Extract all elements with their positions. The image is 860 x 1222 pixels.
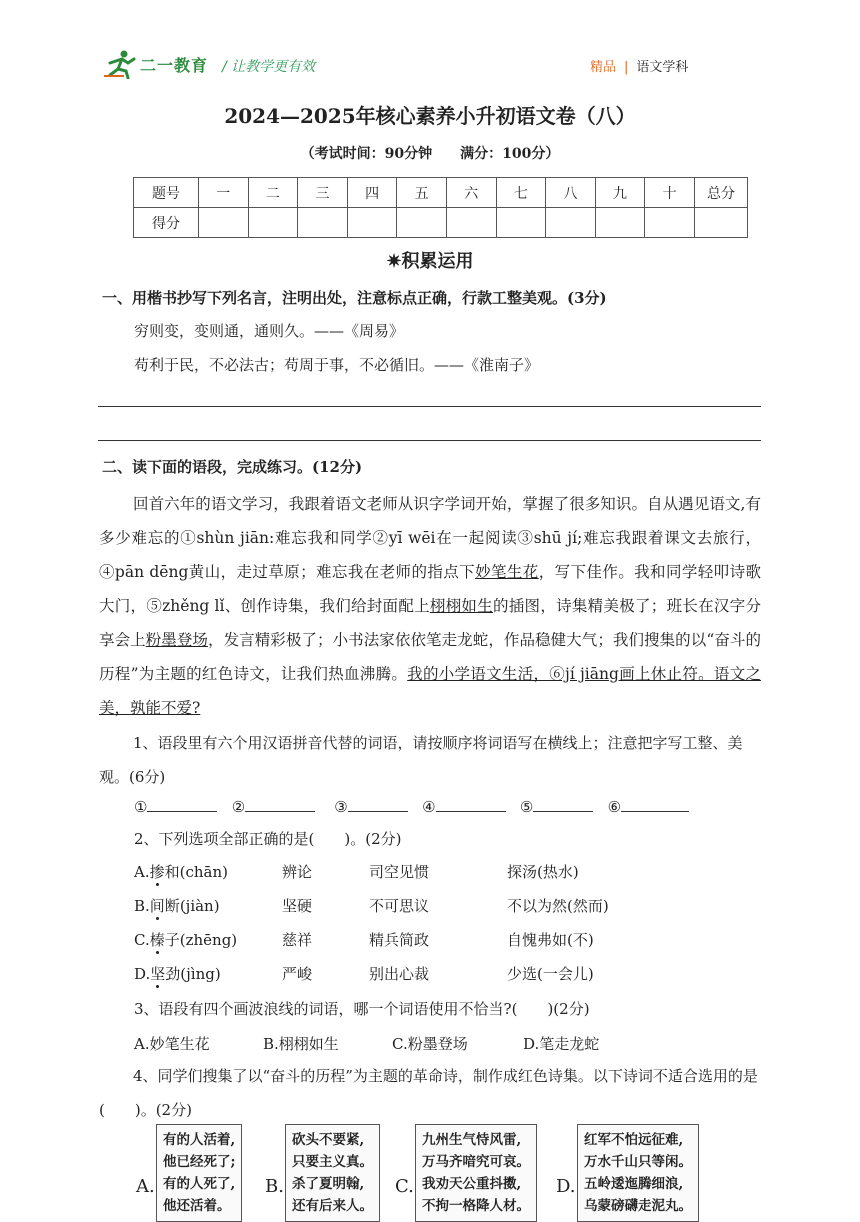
dotted-char: 间	[149, 897, 165, 915]
option-word: 精兵简政	[369, 931, 430, 949]
table-cell: 十	[645, 178, 695, 208]
poem-line: 乌蒙磅礴走泥丸。	[584, 1198, 692, 1214]
score-input-cell[interactable]	[347, 208, 397, 238]
answer-blank[interactable]	[436, 795, 506, 812]
blank-label: ④	[422, 798, 436, 816]
underlined-word: 粉墨登场	[145, 631, 209, 649]
option-c-label	[134, 929, 237, 950]
header-divider: |	[624, 60, 629, 75]
section-title: ✷积累运用	[386, 251, 474, 272]
blank-label: ②	[231, 798, 246, 816]
sub3-option: B.栩栩如生	[263, 1035, 339, 1053]
sub1-blanks	[134, 795, 689, 817]
poem-line: 不拘一格降人材。	[422, 1198, 530, 1214]
score-input-cell[interactable]	[248, 208, 298, 238]
option-word: 辨论	[282, 863, 313, 881]
poem-line: 万水千山只等闲。	[584, 1154, 692, 1170]
q1-quote-1: 穷则变，变则通，通则久。——《周易》	[134, 322, 405, 340]
table-cell: 题号	[134, 178, 199, 208]
option-letter: B.	[134, 897, 150, 915]
passage-text: ，发言精彩极了；小书法家依依笔走龙蛇，作品稳健大气；我们搜集的以“奋斗的历程”为主题的红色诗文，让我们热血沸腾。	[99, 631, 761, 683]
answer-blank[interactable]	[348, 795, 408, 812]
runner-icon	[104, 49, 138, 79]
underlined-sentence: 我的小学语文生活，⑥jí jiāng画上休止符。语文之美，孰能不爱?	[99, 665, 761, 717]
poem-line: 他还活着。	[163, 1198, 231, 1214]
reading-passage	[99, 487, 761, 725]
score-input-cell[interactable]	[595, 208, 645, 238]
dotted-char: 掺	[149, 863, 165, 881]
table-cell: 九	[595, 178, 645, 208]
option-word: 司空见惯	[369, 863, 430, 881]
option-a-label	[134, 861, 228, 882]
poem-label: D.	[556, 1176, 576, 1197]
poem-line: 砍头不要紧,	[292, 1132, 365, 1148]
header-tag	[590, 56, 688, 75]
score-input-cell[interactable]	[446, 208, 496, 238]
option-word: 不以为然(然而)	[507, 897, 609, 915]
sub4-prompt: 4、同学们搜集了以“奋斗的历程”为主题的革命诗，制作成红色诗集。以下诗词不适合选用的是( )。(2分)	[99, 1067, 758, 1119]
answer-line[interactable]	[98, 440, 761, 441]
table-cell: 六	[446, 178, 496, 208]
blank-label: ⑥	[607, 798, 622, 816]
sub3-option: C.粉墨登场	[392, 1035, 468, 1053]
option-text: 劲(jìng)	[165, 965, 221, 983]
score-input-cell[interactable]	[546, 208, 596, 238]
sub3-prompt: 3、语段有四个画波浪线的词语，哪一个词语使用不恰当?( )(2分)	[134, 1000, 590, 1018]
poem-card	[285, 1124, 380, 1222]
score-table	[133, 177, 748, 238]
table-row	[134, 178, 748, 208]
blank-label: ⑤	[519, 798, 534, 816]
score-input-cell[interactable]	[695, 208, 748, 238]
option-letter: A.	[134, 863, 150, 881]
poem-line: 只要主义真。	[292, 1154, 373, 1170]
poem-line: 有的人活着,	[163, 1132, 236, 1148]
option-letter: D.	[134, 965, 151, 983]
poem-label: A.	[136, 1176, 155, 1197]
logo-text: 二一教育	[140, 55, 209, 75]
option-word: 严峻	[282, 965, 313, 983]
poem-card	[415, 1124, 537, 1222]
option-word: 探汤(热水)	[507, 863, 579, 881]
score-input-cell[interactable]	[496, 208, 546, 238]
score-input-cell[interactable]	[397, 208, 447, 238]
poem-line: 九州生气恃风雷,	[422, 1132, 522, 1148]
table-cell: 七	[496, 178, 546, 208]
poem-label: B.	[265, 1176, 284, 1197]
score-input-cell[interactable]	[298, 208, 348, 238]
table-cell: 四	[347, 178, 397, 208]
logo	[104, 48, 208, 80]
poem-line: 他已经死了;	[163, 1154, 236, 1170]
answer-blank[interactable]	[245, 795, 315, 812]
sub2-prompt: 2、下列选项全部正确的是( )。(2分)	[134, 830, 402, 848]
subject-label: 语文学科	[636, 60, 689, 75]
answer-blank[interactable]	[621, 795, 689, 812]
table-cell: 总分	[695, 178, 748, 208]
underlined-word: 栩栩如生	[429, 597, 493, 615]
poem-line: 杀了夏明翰,	[292, 1176, 365, 1192]
poem-line: 五岭逶迤腾细浪,	[584, 1176, 684, 1192]
table-cell: 八	[546, 178, 596, 208]
poem-line: 红军不怕远征难,	[584, 1132, 684, 1148]
answer-line[interactable]	[98, 406, 761, 407]
answer-blank[interactable]	[533, 795, 593, 812]
poem-line: 还有后来人。	[292, 1198, 373, 1214]
option-letter: C.	[134, 931, 150, 949]
page-title: 2024—2025年核心素养小升初语文卷（八）	[224, 104, 636, 128]
table-cell: 一	[199, 178, 249, 208]
sub3-option: D.笔走龙蛇	[523, 1035, 600, 1053]
exam-info: （考试时间：90分钟 满分：100分）	[300, 146, 560, 162]
option-word: 不可思议	[369, 897, 430, 915]
table-cell: 得分	[134, 208, 199, 238]
table-cell: 三	[298, 178, 348, 208]
dotted-char: 榛	[149, 931, 165, 949]
option-d-label	[134, 963, 221, 984]
passage-text: 回首六年的语文学习，我跟着语文老师从识字学词开始，掌握了很多知识。自从遇见语文,有多少难忘的①shùn jiān:难忘我和同学②yī wēi在一起阅读③shū jí;难忘我跟着课文去旅行，④pān dēng黄山，走过草原；难忘我在老师的指点下	[99, 495, 761, 581]
q1-quote-2: 苟利于民，不必法古；苟周于事，不必循旧。——《淮南子》	[134, 356, 540, 374]
option-text: 断(jiàn)	[164, 897, 220, 915]
poem-card	[577, 1124, 699, 1222]
option-text: 子(zhēng)	[164, 931, 238, 949]
option-word: 坚硬	[282, 897, 313, 915]
passage-text: ，写下佳作。我和同学轻叩诗歌大门，⑤zhěng lǐ、创作诗集，我们给封面配上	[99, 563, 761, 615]
blank-label: ③	[334, 798, 348, 816]
option-word: 少选(一会儿)	[507, 965, 594, 983]
option-word: 慈祥	[282, 931, 313, 949]
poem-label: C.	[395, 1176, 414, 1197]
poem-line: 有的人死了,	[163, 1176, 236, 1192]
q2-prompt: 二、读下面的语段，完成练习。(12分)	[102, 458, 363, 476]
option-b-label	[134, 895, 220, 916]
option-word: 自愧弗如(不)	[507, 931, 594, 949]
slogan: / 让教学更有效	[222, 59, 316, 75]
option-word: 别出心裁	[369, 965, 430, 983]
poem-card	[156, 1124, 242, 1222]
blank-label: ①	[134, 798, 148, 816]
answer-blank[interactable]	[147, 795, 217, 812]
table-row	[134, 208, 748, 238]
poem-line: 我劝天公重抖擞,	[422, 1176, 522, 1192]
dotted-char: 坚	[150, 965, 166, 983]
poem-line: 万马齐喑究可哀。	[422, 1154, 530, 1170]
table-cell: 五	[397, 178, 447, 208]
option-text: 和(chān)	[164, 863, 228, 881]
score-input-cell[interactable]	[645, 208, 695, 238]
passage-text: 的插图，诗集精美极了；班长在汉字分享会上	[99, 597, 761, 649]
quality-label: 精品	[590, 60, 617, 75]
score-input-cell[interactable]	[199, 208, 249, 238]
underlined-word: 妙笔生花	[475, 563, 539, 581]
q1-prompt: 一、用楷书抄写下列名言，注明出处，注意标点正确，行款工整美观。(3分)	[102, 289, 607, 307]
sub3-option: A.妙笔生花	[134, 1035, 210, 1053]
table-cell: 二	[248, 178, 298, 208]
sub1-prompt: 1、语段里有六个用汉语拼音代替的词语，请按顺序将词语写在横线上；注意把字写工整、美观。(6分)	[99, 734, 743, 786]
